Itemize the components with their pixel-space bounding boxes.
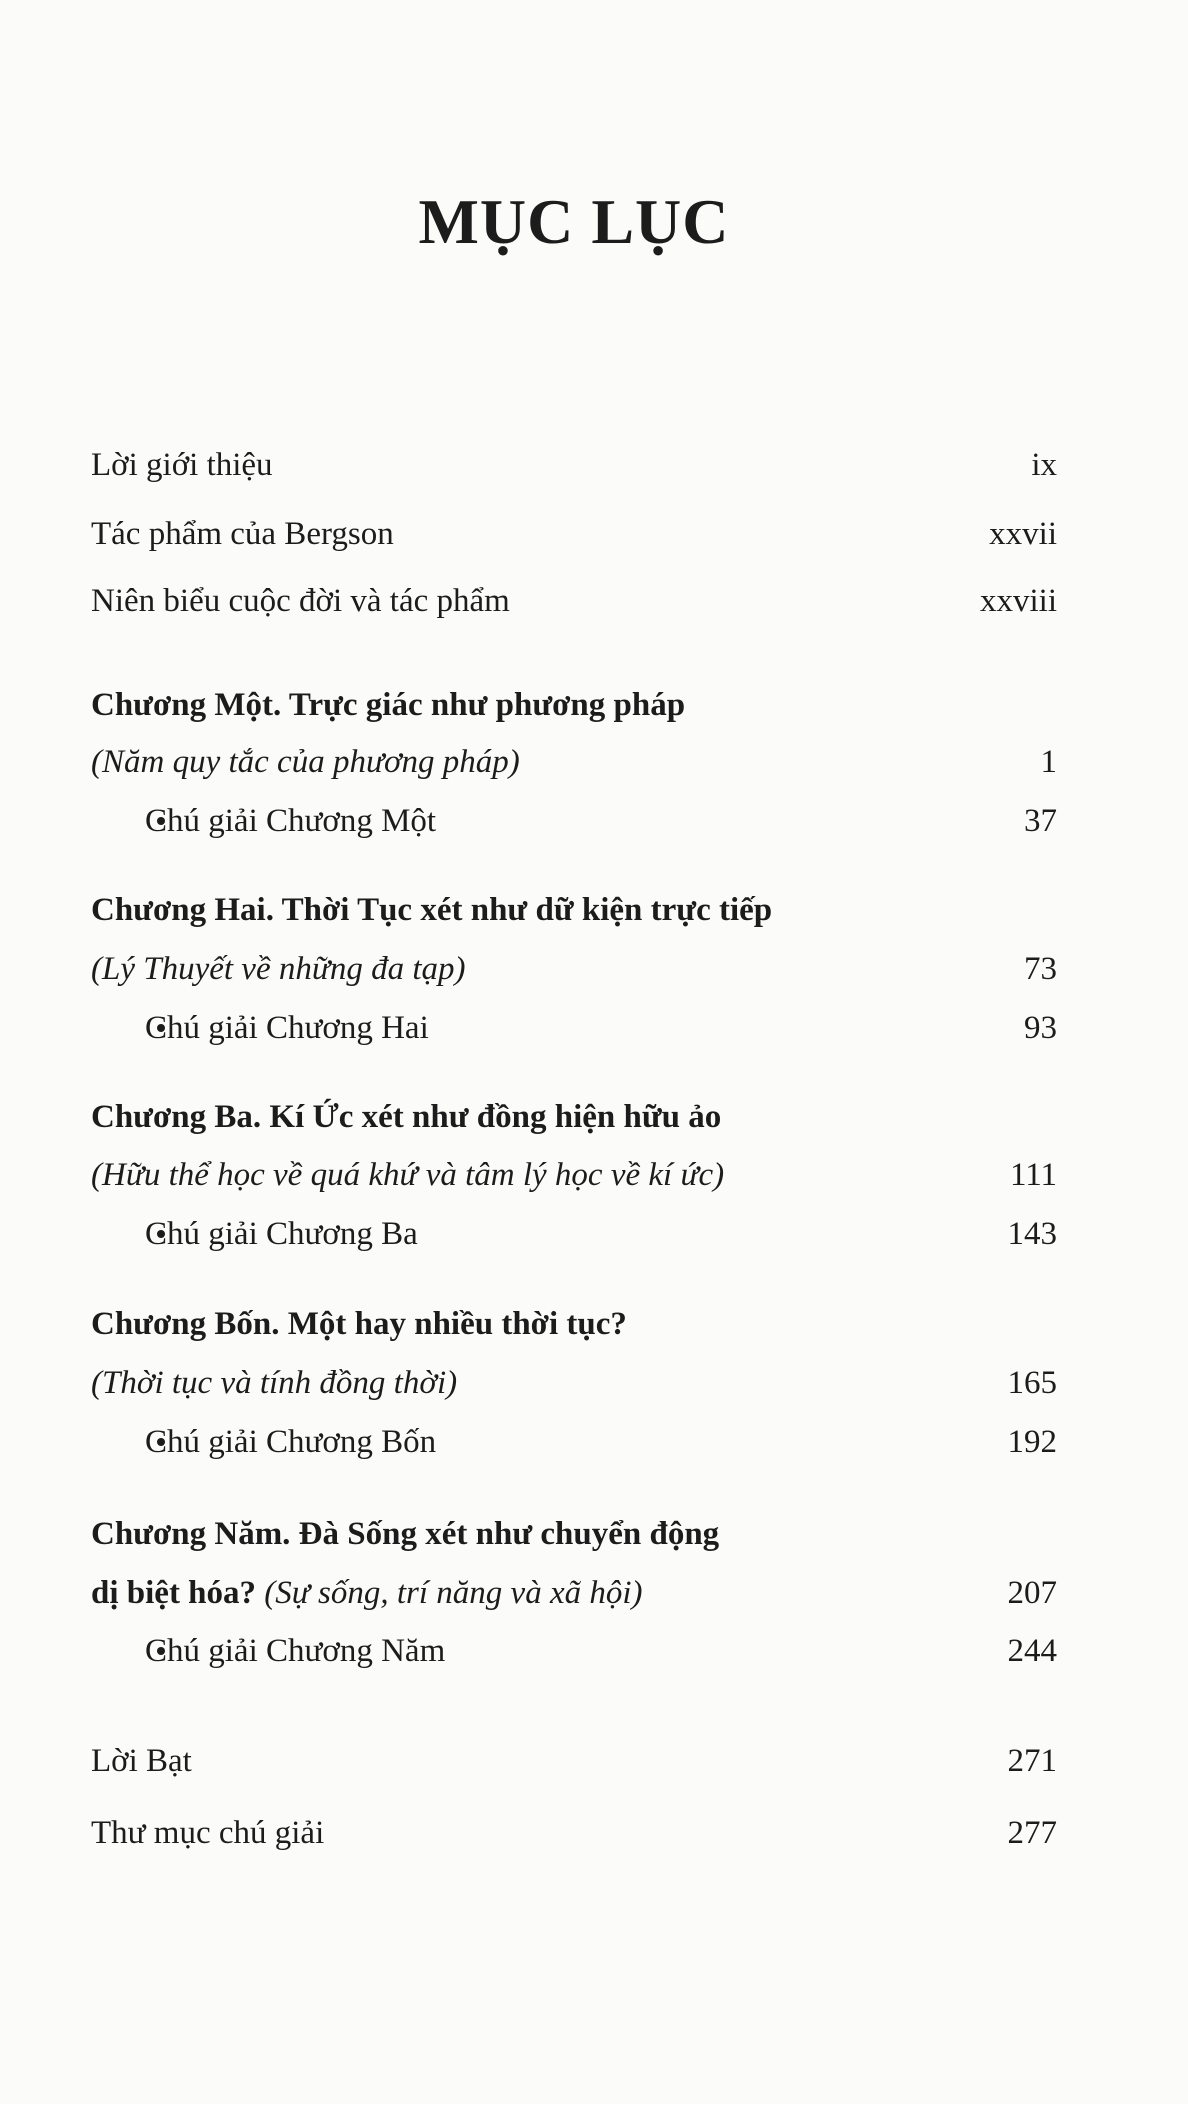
note-label: Chú giải Chương Một	[145, 802, 437, 839]
toc-chapter-3-heading[interactable]	[91, 1087, 1057, 1147]
toc-entry-bibliography[interactable]	[91, 1803, 1057, 1863]
chapter-subtitle: (Thời tục và tính đồng thời)	[91, 1364, 458, 1401]
toc-entry-page: 192	[1007, 1423, 1057, 1460]
chapter-subtitle: (Lý Thuyết về những đa tạp)	[91, 950, 466, 987]
page-title: MỤC LỤC	[418, 186, 730, 257]
note-label: Chú giải Chương Hai	[145, 1009, 429, 1046]
toc-entry-page: 207	[1007, 1574, 1057, 1611]
toc-entry-page: xxviii	[979, 582, 1057, 619]
toc-entry-page: 165	[1007, 1364, 1057, 1401]
toc-entry-label: Lời giới thiệu	[91, 446, 273, 483]
toc-entry-page: 277	[1007, 1814, 1057, 1851]
toc-entry-page: 244	[1007, 1632, 1057, 1669]
toc-chapter-1-subtitle[interactable]	[91, 732, 1057, 792]
chapter-subtitle: (Hữu thể học về quá khứ và tâm lý học về kí ức)	[91, 1156, 725, 1193]
chapter-heading: Chương Hai. Thời Tục xét như dữ kiện trực tiếp	[91, 891, 773, 928]
toc-entry-page: 143	[1007, 1215, 1057, 1252]
toc-chapter-2-notes[interactable]	[91, 998, 1057, 1058]
toc-entry-page: 271	[1007, 1742, 1057, 1779]
chapter-subtitle: (Năm quy tắc của phương pháp)	[91, 743, 520, 780]
chapter-heading: Chương Năm. Đà Sống xét như chuyển động	[91, 1515, 720, 1552]
note-label: Chú giải Chương Ba	[145, 1215, 418, 1252]
toc-chapter-4-notes[interactable]	[91, 1412, 1057, 1472]
toc-entry-introduction[interactable]	[91, 435, 1057, 495]
toc-chapter-1-notes[interactable]	[91, 791, 1057, 851]
toc-entry-page: xxvii	[989, 515, 1057, 552]
toc-entry-label: Thư mục chú giải	[91, 1814, 325, 1851]
toc-chapter-2-subtitle[interactable]	[91, 939, 1057, 999]
toc-chapter-3-subtitle[interactable]	[91, 1145, 1057, 1205]
toc-entry-chronology[interactable]	[91, 571, 1057, 631]
toc-entry-works[interactable]	[91, 504, 1057, 564]
toc-entry-page: 37	[1024, 802, 1057, 839]
toc-chapter-5-notes[interactable]	[91, 1621, 1057, 1681]
toc-chapter-2-heading[interactable]	[91, 880, 1057, 940]
toc-entry-page: 1	[1040, 743, 1057, 780]
toc-entry-page: 93	[1024, 1009, 1057, 1046]
chapter-heading: Chương Bốn. Một hay nhiều thời tục?	[91, 1305, 627, 1342]
chapter-heading-continued: dị biệt hóa?	[91, 1574, 257, 1611]
toc-entry-afterword[interactable]	[91, 1731, 1057, 1791]
note-label: Chú giải Chương Năm	[145, 1632, 446, 1669]
chapter-subtitle: (Sự sống, trí năng và xã hội)	[264, 1574, 643, 1611]
toc-chapter-5-heading[interactable]	[91, 1504, 1057, 1564]
toc-chapter-3-notes[interactable]	[91, 1204, 1057, 1264]
note-label: Chú giải Chương Bốn	[145, 1423, 437, 1460]
toc-chapter-1-heading[interactable]	[91, 675, 1057, 735]
toc-entry-label: Niên biểu cuộc đời và tác phẩm	[91, 582, 510, 619]
chapter-subtitle-line	[91, 1574, 1008, 1611]
toc-entry-page: 73	[1024, 950, 1057, 987]
toc-chapter-5-subtitle[interactable]	[91, 1563, 1057, 1623]
toc-entry-page: 111	[1009, 1156, 1057, 1193]
toc-chapter-4-heading[interactable]	[91, 1294, 1057, 1354]
toc-chapter-4-subtitle[interactable]	[91, 1353, 1057, 1413]
toc-entry-page: ix	[1031, 446, 1057, 483]
chapter-heading: Chương Một. Trực giác như phương pháp	[91, 686, 686, 723]
toc-entry-label: Tác phẩm của Bergson	[91, 515, 394, 552]
toc-entry-label: Lời Bạt	[91, 1742, 192, 1779]
chapter-heading: Chương Ba. Kí Ức xét như đồng hiện hữu ảo	[91, 1098, 722, 1135]
